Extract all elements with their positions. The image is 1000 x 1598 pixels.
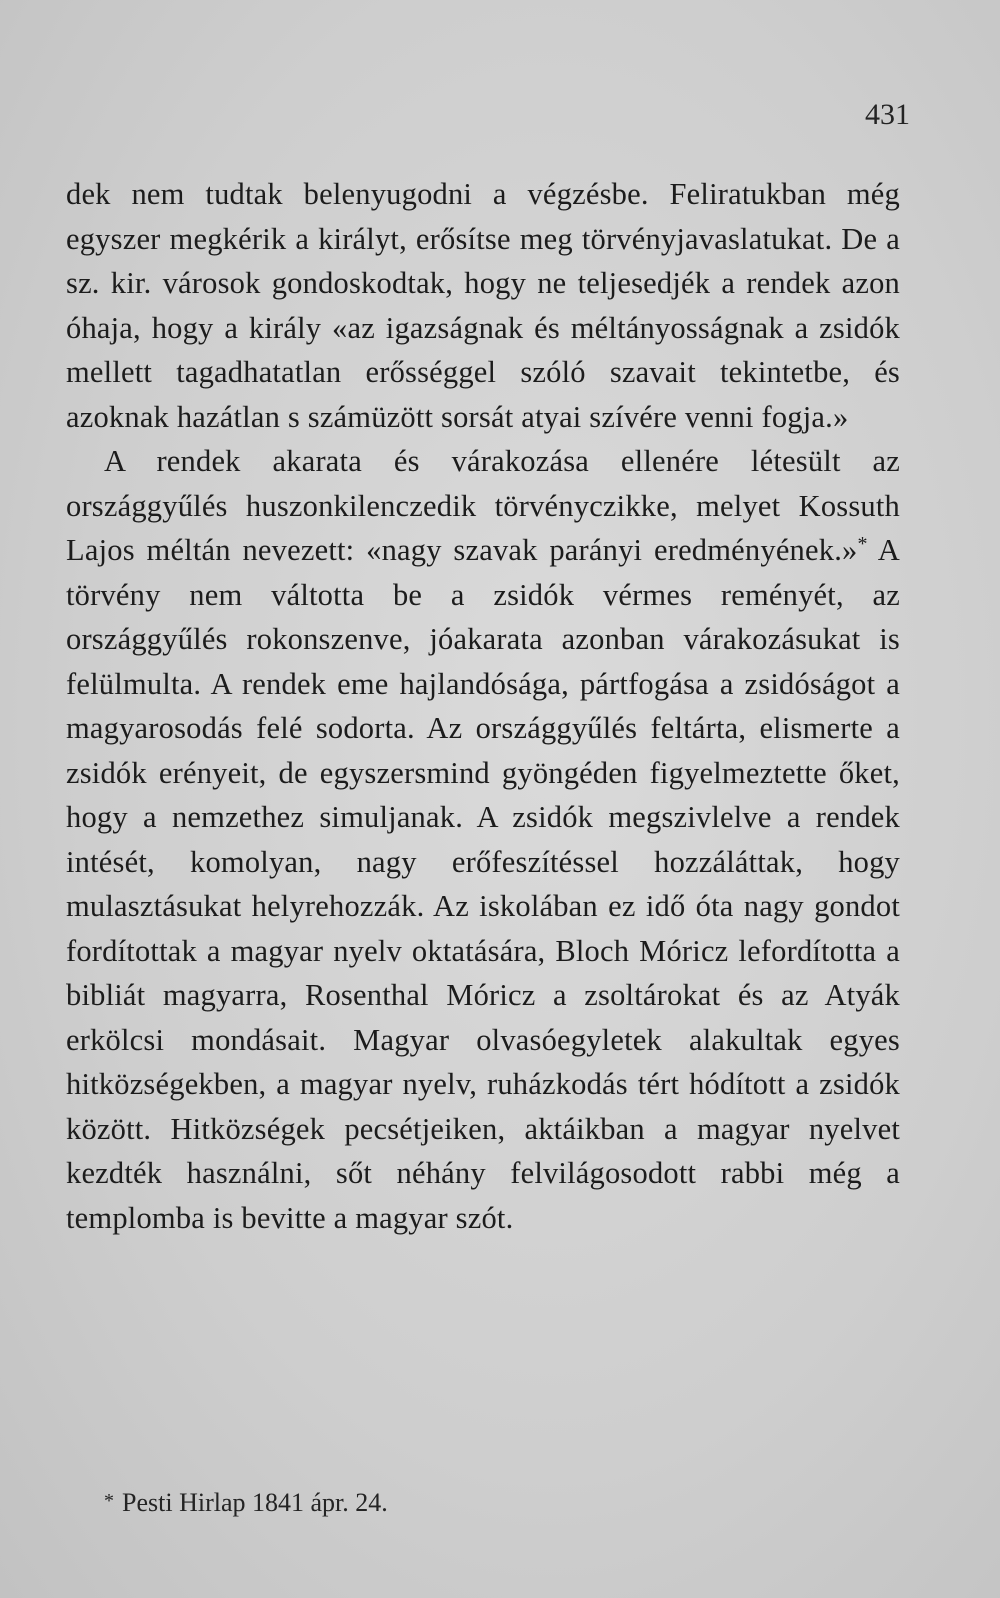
footnote bbox=[104, 1490, 388, 1516]
paragraph-rendek bbox=[66, 439, 900, 1240]
page-number: 431 bbox=[865, 98, 910, 131]
body-text bbox=[66, 172, 900, 1240]
paragraph-text-before-ref: A rendek akarata és várakozása ellenére létesült az országgyűlés huszonkilenczedik törvényczikke, melyet Kossuth Lajos méltán nevezett: «nagy szavak parányi eredményének.» bbox=[66, 444, 900, 567]
footnote-text: Pesti Hirlap 1841 ápr. 24. bbox=[122, 1488, 388, 1517]
paragraph-continuation: dek nem tudtak belenyugodni a végzésbe. Feliratukban még egyszer megkérik a királyt, erősítse meg törvényjavaslatukat. De a sz. kir. városok gondoskodtak, hogy ne teljesedjék a rendek azon óhaja, hogy a király «az igazságnak és méltányosságnak a zsidók mellett tagadhatatlan erősséggel szóló szavait tekintetbe, és azoknak hazátlan s számüzött sorsát atyai szívére venni fogja.» bbox=[66, 177, 900, 434]
footnote-reference: * bbox=[857, 533, 868, 555]
footnote-mark: * bbox=[104, 1490, 114, 1512]
paragraph-text-after-ref: A törvény nem váltotta be a zsidók vérmes reményét, az országgyűlés rokonszenve, jóakarata azonban várakozásukat is felülmulta. A rendek eme hajlandósága, pártfogása a zsidóságot a magyarosodás felé sodorta. Az országgyűlés feltárta, elismerte a zsidók erényeit, de egyszersmind gyöngéden figyelmeztette őket, hogy a nemzethez simuljanak. A zsidók megszivlelve a rendek intését, komolyan, nagy erőfeszítéssel hozzáláttak, hogy mulasztásukat helyrehozzák. Az iskolában ez idő óta nagy gondot fordítottak a magyar nyelv oktatására, Bloch Móricz lefordította a bibliát magyarra, Rosenthal Móricz a zsoltárokat és az Atyák erkölcsi mondásait. Magyar olvasóegyletek alakultak egyes hitközségekben, a magyar nyelv, ruházkodás tért hódított a zsidók között. Hitközségek pecsétjeiken, aktáikban a magyar nyelvet kezdték használni, sőt néhány felvilágosodott rabbi még a templomba is bevitte a magyar szót. bbox=[66, 533, 900, 1235]
